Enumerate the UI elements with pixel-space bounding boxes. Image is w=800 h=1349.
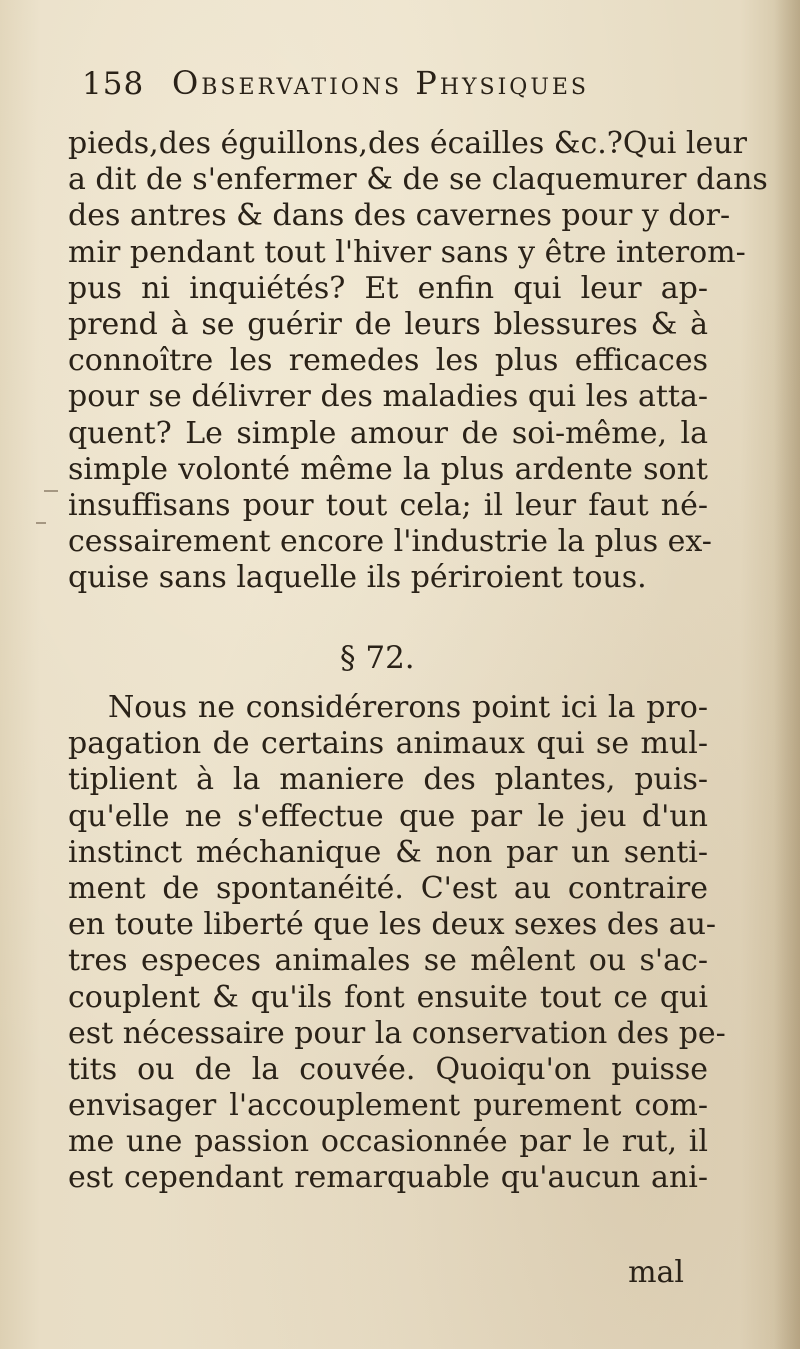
- catchword: mal: [628, 1255, 684, 1290]
- text-line: simple volonté même la plus ardente sont: [68, 451, 708, 487]
- page-number: 158: [82, 66, 145, 102]
- text-line: ment de spontanéité. C'est au contraire: [68, 870, 708, 906]
- text-line: pieds,des éguillons,des écailles &c.?Qui leur: [68, 126, 747, 161]
- running-title: Observations Physiques: [172, 64, 589, 102]
- section-heading: § 72.: [340, 640, 415, 676]
- text-line: quent? Le simple amour de soi-même, la: [68, 415, 708, 451]
- paragraph-1: [68, 126, 768, 596]
- text-line: me une passion occasionnée par le rut, il: [68, 1124, 708, 1160]
- text-line: pus ni inquiétés? Et enfin qui leur ap-: [68, 270, 708, 306]
- text-line: a dit de s'enfermer & de se claquemurer dans: [68, 162, 768, 198]
- text-line: est nécessaire pour la conservation des pe-: [68, 1015, 726, 1051]
- text-line: est cependant remarquable qu'aucun ani-: [68, 1160, 708, 1196]
- text-line: des antres & dans des cavernes pour y dor-: [68, 198, 731, 234]
- text-line: qu'elle ne s'effectue que par le jeu d'un: [68, 798, 708, 834]
- page-header: [82, 62, 682, 114]
- text-line: envisager l'accouplement purement com-: [68, 1088, 708, 1124]
- paragraph-2: [68, 690, 726, 1197]
- margin-mark: [44, 490, 58, 492]
- text-line: prend à se guérir de leurs blessures & à: [68, 306, 708, 342]
- text-line: tres especes animales se mêlent ou s'ac-: [68, 943, 708, 979]
- text-line: en toute liberté que les deux sexes des au-: [68, 907, 717, 943]
- text-line: pour se délivrer des maladies qui les atta-: [68, 379, 708, 415]
- text-line: instinct méchanique & non par un senti-: [68, 834, 708, 870]
- text-line: Nous ne considérerons point ici la pro-: [108, 690, 708, 725]
- text-line: insuffisans pour tout cela; il leur faut né-: [68, 487, 708, 523]
- text-line: tiplient à la maniere des plantes, puis-: [68, 762, 708, 798]
- text-line: pagation de certains animaux qui se mul-: [68, 726, 708, 762]
- text-line: quise sans laquelle ils périroient tous.: [68, 560, 647, 596]
- text-line: cessairement encore l'industrie la plus ex-: [68, 524, 712, 560]
- text-line: couplent & qu'ils font ensuite tout ce qui: [68, 979, 708, 1015]
- text-line: mir pendant tout l'hiver sans y être interom-: [68, 234, 746, 270]
- page-edge-shadow: [774, 0, 800, 1349]
- margin-mark: [36, 522, 46, 524]
- text-line: tits ou de la couvée. Quoiqu'on puisse: [68, 1051, 708, 1087]
- text-line: connoître les remedes les plus efficaces: [68, 343, 708, 379]
